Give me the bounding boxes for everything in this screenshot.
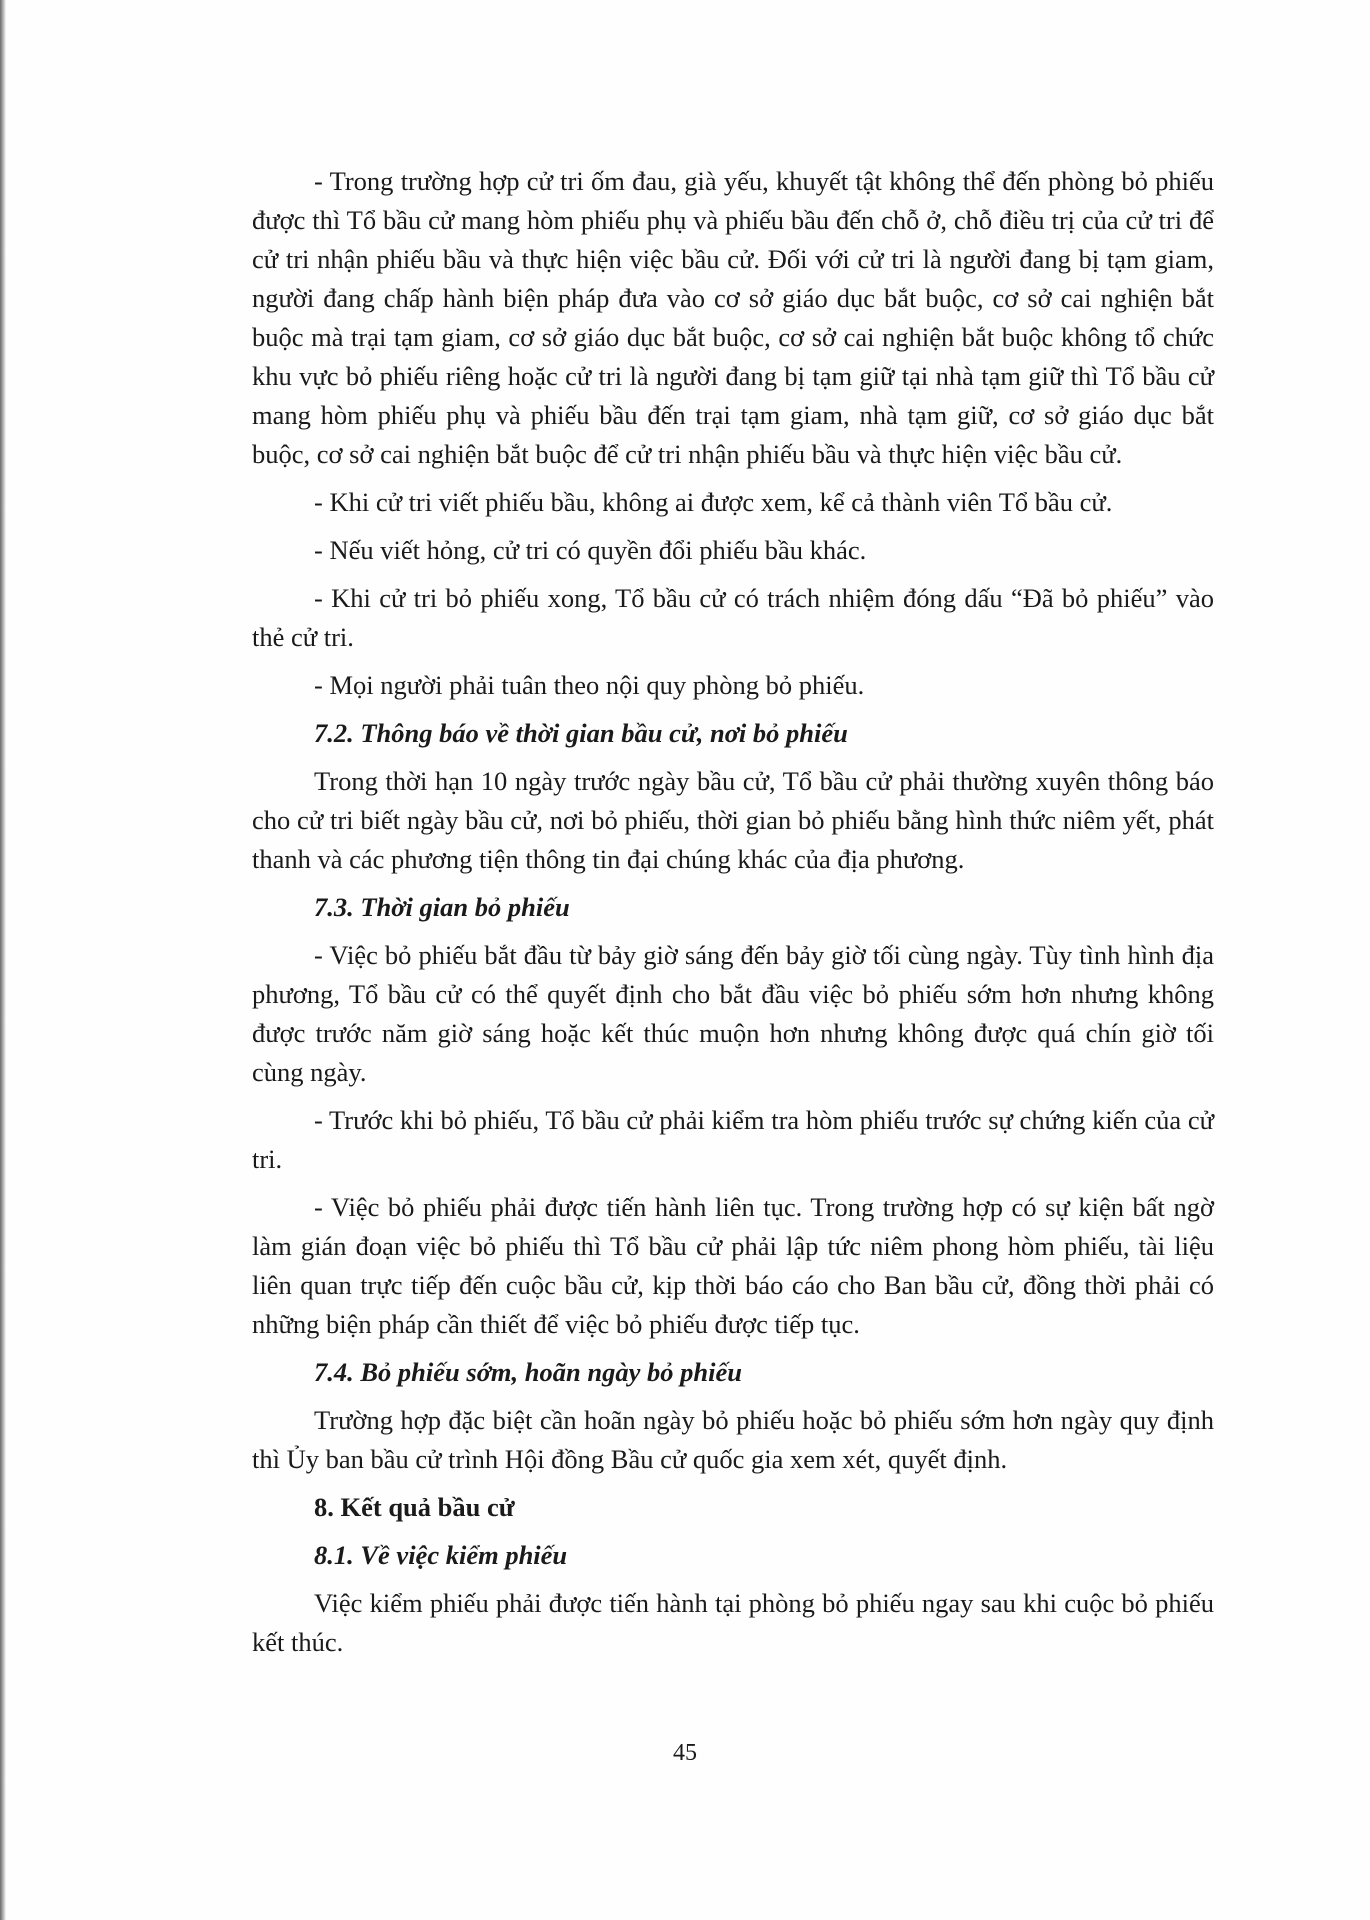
paragraph-ballot-secrecy: - Khi cử tri viết phiếu bầu, không ai được xem, kể cả thành viên Tổ bầu cử. [314, 487, 1113, 517]
section-heading-8: 8. Kết quả bầu cử [314, 1492, 515, 1522]
paragraph-voter-card-stamp: - Khi cử tri bỏ phiếu xong, Tổ bầu cử có trách nhiệm đóng dấu “Đã bỏ phiếu” vào thẻ cử tri. [252, 583, 1214, 652]
paragraph-absentee-voting: - Trong trường hợp cử tri ốm đau, già yếu, khuyết tật không thể đến phòng bỏ phiếu được thì Tổ bầu cử mang hòm phiếu phụ và phiếu bầu đến chỗ ở, chỗ điều trị của cử tri để cử tri nhận phiếu bầu và thực hiện việc bầu cử. Đối với cử tri là người đang bị tạm giam, người đang chấp hành biện pháp đưa vào cơ sở giáo dục bắt buộc, cơ sở cai nghiện bắt buộc mà trại tạm giam, cơ sở giáo dục bắt buộc, cơ sở cai nghiện bắt buộc không tổ chức khu vực bỏ phiếu riêng hoặc cử tri là người đang bị tạm giữ tại nhà tạm giữ thì Tổ bầu cử mang hòm phiếu phụ và phiếu bầu đến trại tạm giam, nhà tạm giữ, cơ sở giáo dục bắt buộc, cơ sở cai nghiện bắt buộc để cử tri nhận phiếu bầu và thực hiện việc bầu cử. [252, 166, 1214, 469]
paragraph-spoiled-ballot: - Nếu viết hỏng, cử tri có quyền đổi phiếu bầu khác. [314, 535, 867, 565]
scan-edge-shadow [0, 0, 6, 1920]
paragraph-continuous-voting: - Việc bỏ phiếu phải được tiến hành liên tục. Trong trường hợp có sự kiện bất ngờ làm gián đoạn việc bỏ phiếu thì Tổ bầu cử phải lập tức niêm phong hòm phiếu, tài liệu liên quan trực tiếp đến cuộc bầu cử, kịp thời báo cáo cho Ban bầu cử, đồng thời phải có những biện pháp cần thiết để việc bỏ phiếu được tiếp tục. [252, 1192, 1214, 1339]
page-body [252, 162, 1214, 1671]
page-number: 45 [673, 1740, 697, 1766]
section-heading-7-4: 7.4. Bỏ phiếu sớm, hoãn ngày bỏ phiếu [314, 1357, 742, 1387]
paragraph-vote-counting: Việc kiểm phiếu phải được tiến hành tại phòng bỏ phiếu ngay sau khi cuộc bỏ phiếu kết thúc. [252, 1588, 1214, 1657]
paragraph-postponement: Trường hợp đặc biệt cần hoãn ngày bỏ phiếu hoặc bỏ phiếu sớm hơn ngày quy định thì Ủy ban bầu cử trình Hội đồng Bầu cử quốc gia xem xét, quyết định. [252, 1405, 1214, 1474]
section-heading-8-1: 8.1. Về việc kiểm phiếu [314, 1540, 568, 1570]
paragraph-polling-rules: - Mọi người phải tuân theo nội quy phòng bỏ phiếu. [314, 670, 865, 700]
paragraph-election-notice: Trong thời hạn 10 ngày trước ngày bầu cử, Tổ bầu cử phải thường xuyên thông báo cho cử tri biết ngày bầu cử, nơi bỏ phiếu, thời gian bỏ phiếu bằng hình thức niêm yết, phát thanh và các phương tiện thông tin đại chúng khác của địa phương. [252, 766, 1214, 874]
paragraph-voting-hours: - Việc bỏ phiếu bắt đầu từ bảy giờ sáng đến bảy giờ tối cùng ngày. Tùy tình hình địa phương, Tổ bầu cử có thể quyết định cho bắt đầu việc bỏ phiếu sớm hơn nhưng không được trước năm giờ sáng hoặc kết thúc muộn hơn nhưng không được quá chín giờ tối cùng ngày. [252, 940, 1214, 1087]
section-heading-7-2: 7.2. Thông báo về thời gian bầu cử, nơi bỏ phiếu [314, 718, 848, 748]
paragraph-ballot-box-check: - Trước khi bỏ phiếu, Tổ bầu cử phải kiểm tra hòm phiếu trước sự chứng kiến của cử tri. [252, 1105, 1214, 1174]
section-heading-7-3: 7.3. Thời gian bỏ phiếu [314, 892, 570, 922]
